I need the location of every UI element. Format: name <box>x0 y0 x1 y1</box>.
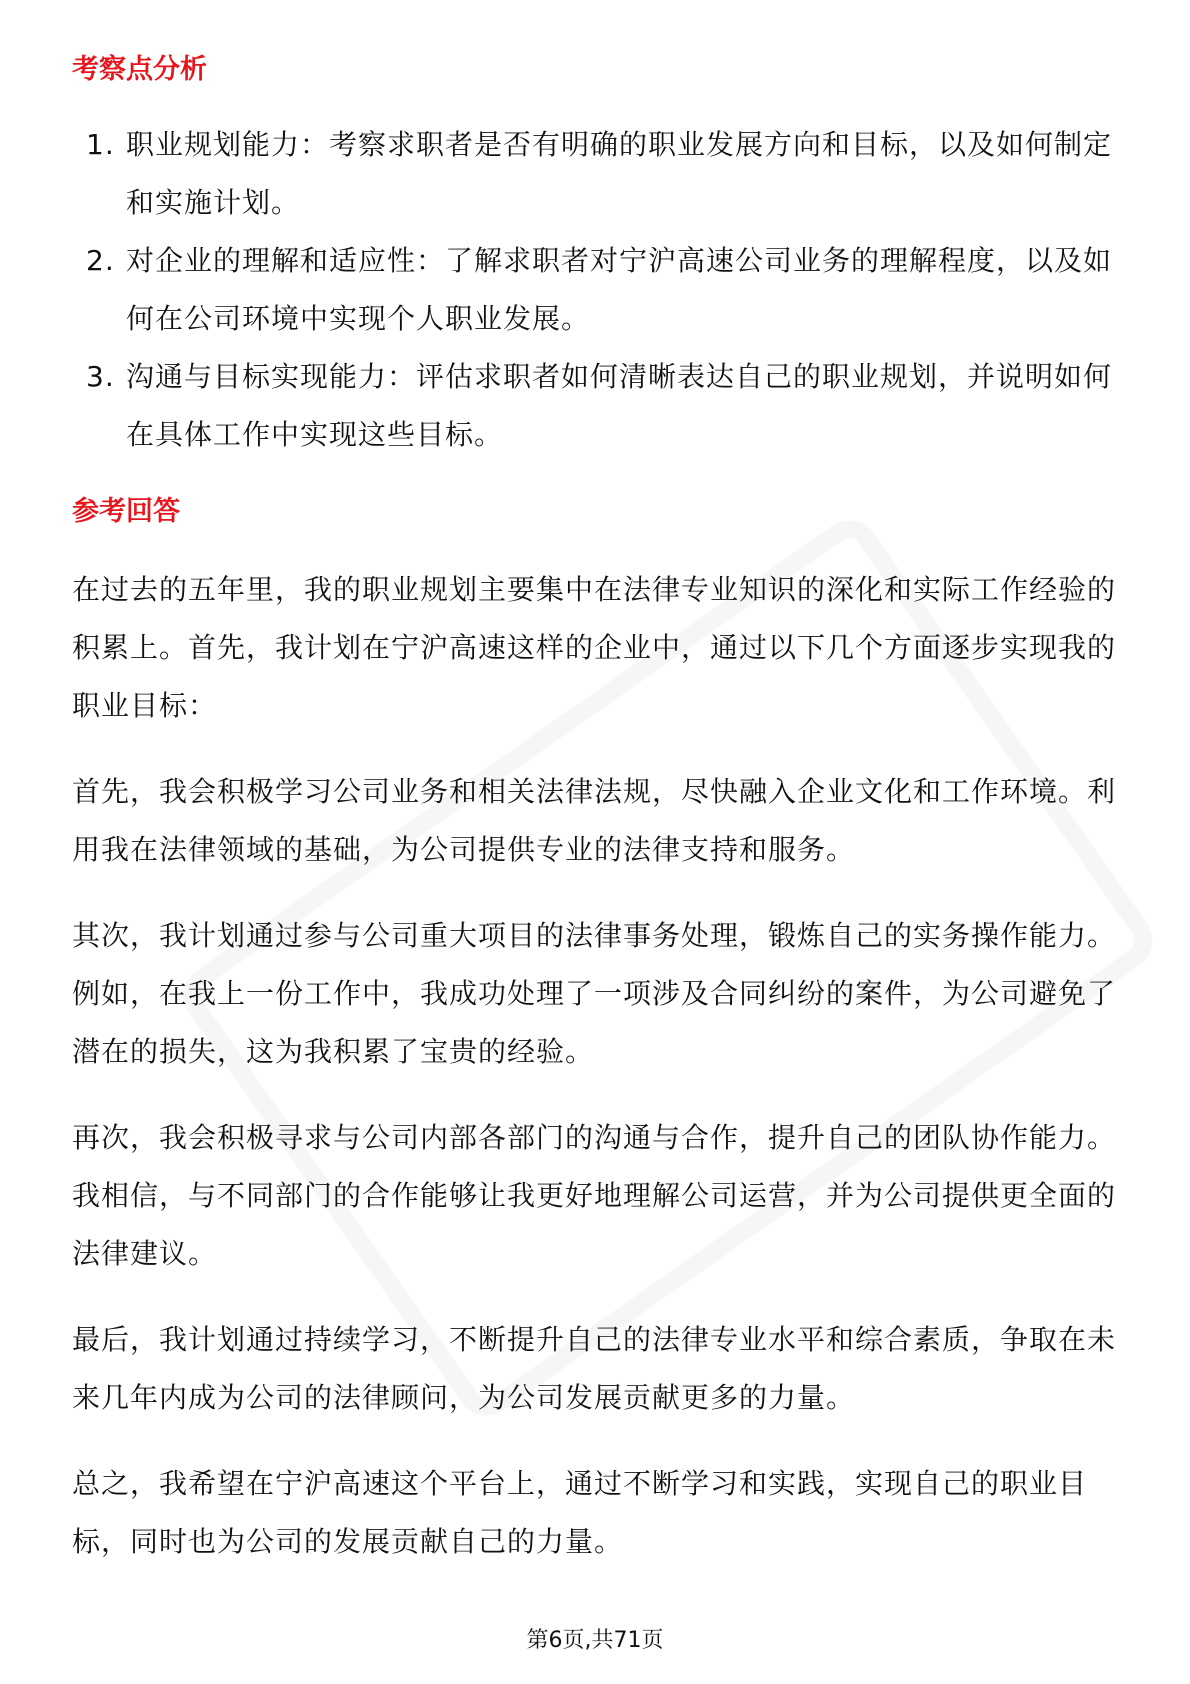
list-item-text: 对企业的理解和适应性：了解求职者对宁沪高速公司业务的理解程度，以及如何在公司环境中实现个人职业发展。 <box>126 244 1113 335</box>
paragraph: 总之，我希望在宁沪高速这个平台上，通过不断学习和实践，实现自己的职业目标，同时也为公司的发展贡献自己的力量。 <box>72 1467 1088 1558</box>
section-heading-analysis: 考察点分析 <box>72 54 207 85</box>
list-number: 3. <box>86 360 115 393</box>
paragraph: 最后，我计划通过持续学习，不断提升自己的法律专业水平和综合素质，争取在未来几年内成为公司的法律顾问，为公司发展贡献更多的力量。 <box>72 1323 1117 1414</box>
list-item <box>0 116 1116 232</box>
list-item-text: 职业规划能力：考察求职者是否有明确的职业发展方向和目标，以及如何制定和实施计划。 <box>126 128 1113 219</box>
list-number: 2. <box>86 244 115 277</box>
paragraph: 再次，我会积极寻求与公司内部各部门的沟通与合作，提升自己的团队协作能力。我相信，与不同部门的合作能够让我更好地理解公司运营，并为公司提供更全面的法律建议。 <box>72 1121 1117 1270</box>
page-number: 第6页,共71页 <box>526 1628 664 1653</box>
list-item <box>0 232 1116 348</box>
paragraph: 其次，我计划通过参与公司重大项目的法律事务处理，锻炼自己的实务操作能力。例如，在我上一份工作中，我成功处理了一项涉及合同纠纷的案件，为公司避免了潜在的损失，这为我积累了宝贵的经验。 <box>72 919 1117 1068</box>
paragraph: 首先，我会积极学习公司业务和相关法律法规，尽快融入企业文化和工作环境。利用我在法律领域的基础，为公司提供专业的法律支持和服务。 <box>72 775 1117 866</box>
answer-body <box>72 561 1120 1599</box>
analysis-list <box>0 116 1190 464</box>
list-item-text: 沟通与目标实现能力：评估求职者如何清晰表达自己的职业规划，并说明如何在具体工作中实现这些目标。 <box>126 360 1113 451</box>
section-heading-answer: 参考回答 <box>72 496 180 527</box>
list-item <box>0 348 1116 464</box>
paragraph: 在过去的五年里，我的职业规划主要集中在法律专业知识的深化和实际工作经验的积累上。首先，我计划在宁沪高速这样的企业中，通过以下几个方面逐步实现我的职业目标： <box>72 573 1117 722</box>
list-number: 1. <box>86 128 115 161</box>
